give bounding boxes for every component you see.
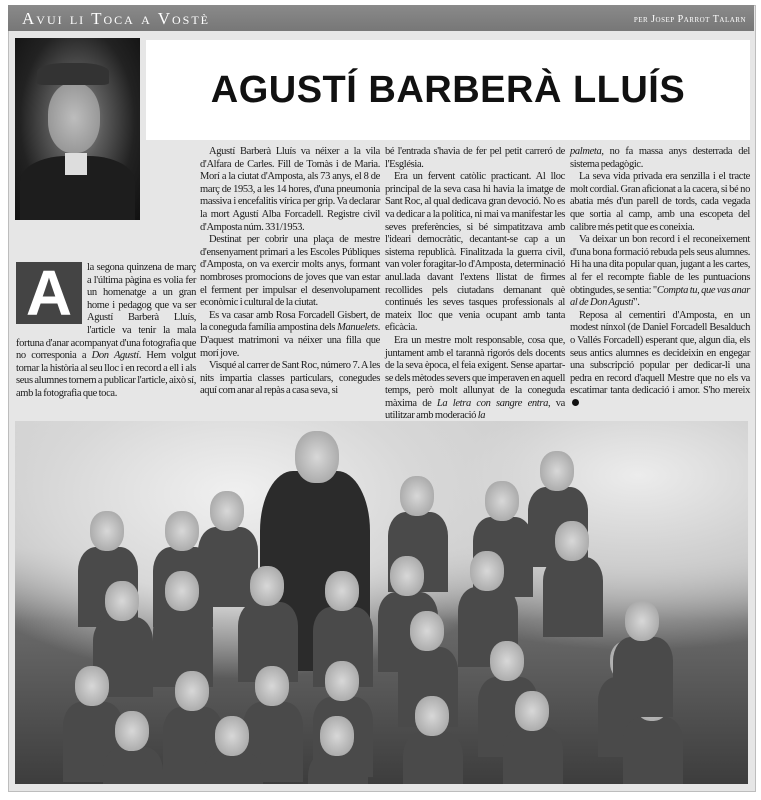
teacher-head <box>295 431 339 483</box>
text-segment: Visqué al carrer de Sant Roc, número 7. A les nits impartia classes particulars, conegudes aquí com anar al repàs a casa seva, si <box>200 360 380 397</box>
text-segment: . D'aquest matrimoni va néixer una filla que morí jove. <box>200 322 380 359</box>
drop-cap: A <box>16 262 82 324</box>
student-figure <box>485 481 519 521</box>
text-segment: Va deixar un bon record i el reconeixement d'una bona formació rebuda pels seus alumnes. Hi ha una dita popular quan, jugant a les cartes, al fer el recompte fiable de les puntuacions obtingudes, se sentia: " <box>570 234 750 296</box>
intro-paragraph: la segona quinzena de març a l'última pàgina es volia fer un homenatge a un gran home i pedagog que va ser Agustí Barberà Lluís, l'article va tenir la mala fortuna d'anar acompanyat d'una fotografia que no corresponia a Don Agustí. Hem volgut tornar la història al seu lloc i en record a ell i als seus alumnes tornem a publicar l'article, això sí, amb la fotografia que toca. <box>16 262 196 399</box>
text-segment: Reposa al cementiri d'Amposta, en un modest nínxol (de Daniel Forcadell Besalduch o Vallés Forcadell) esperant que, algun dia, els seus antics alumnes es decideixin en engegar una subscripció popular per dedicar-li una pedra en record d'aquell Mestre que no els va escatimar tanta dedicació i amor. S'ho mereix <box>570 309 750 397</box>
student-figure <box>215 716 249 756</box>
end-mark-icon <box>572 399 579 406</box>
student-figure <box>90 511 124 551</box>
italic-text: Compta tu, que vas anar al de Don Agustí <box>570 284 750 309</box>
student-figure <box>115 711 149 751</box>
article-paragraph <box>385 335 565 423</box>
student-figure <box>540 451 574 491</box>
intro-column <box>16 257 196 401</box>
article-paragraph <box>570 171 750 234</box>
text-segment: Destinat per cobrir una plaça de mestre d'ensenyament primari a les Escoles Públiques d'Amposta, on va exercir molts anys, formant nombroses promocions de joves que van estar el ferment per impulsar el desenvolupament econòmic i cultural de la ciutat. <box>200 234 380 309</box>
text-segment: La seva vida privada era senzilla i el tracte molt cordial. Gran aficionat a la cacera, si bé no abatia més d'un parell de tords, cada vegada que sortia al camp, amb una escopeta del calibre més petit que es coneixia. <box>570 171 750 233</box>
student-figure <box>320 716 354 756</box>
student-figure <box>255 666 289 706</box>
article-title: AGUSTÍ BARBERÀ LLUÍS <box>210 68 686 111</box>
text-segment: ". <box>633 297 640 309</box>
student-figure <box>165 571 199 611</box>
student-figure <box>210 491 244 531</box>
student-figure <box>400 476 434 516</box>
student-body <box>308 752 368 784</box>
article-paragraph <box>385 171 565 335</box>
italic-text: La letra con sangre entra <box>436 397 548 409</box>
text-segment: Es va casar amb Rosa Forcadell Gisbert, de la coneguda família ampostina dels <box>200 309 380 334</box>
student-body <box>503 727 563 784</box>
student-body <box>203 752 263 784</box>
article-paragraph <box>200 360 380 398</box>
student-figure <box>75 666 109 706</box>
student-body <box>623 717 683 784</box>
student-figure <box>625 601 659 641</box>
text-segment: , va utilitzar amb moderació <box>385 397 565 422</box>
portrait-photo <box>15 38 140 220</box>
student-figure <box>165 511 199 551</box>
article-paragraph <box>200 234 380 310</box>
text-segment: Era un fervent catòlic practicant. Al lloc principal de la seva casa hi havia la imatge de Sant Roc, al qual dedicava gran devoció. No es va dedicar a la política, ni mai va manifestar les seves preferències, si bé simpatitzava amb l'ideari democràtic, decantant-se cap a un sistema republicà. Finalitzada la guerra civil, van voler foragitar-lo d'Amposta, determinació anul.lada davant l'extens llistat de firmes recollides pels ciutadans demanant què continués les seves tasques professionals al mateix lloc que venia ocupant amb tanta eficàcia. <box>385 171 565 334</box>
article-column-3 <box>570 146 750 410</box>
article-paragraph <box>200 310 380 360</box>
student-figure <box>415 696 449 736</box>
text-segment: Agustí Barberà Lluís va néixer a la vila d'Alfara de Carles. Fill de Tomàs i de Maria. Morí a la ciutat d'Amposta, als 73 anys, el 8 de març de 1953, a les 14 hores, d'una pneumonia massiva i encefalitis vírica per grip. Va declarar la mort Agustí Alba Forcadell. Registre civil d'Amposta núm. 331/1953. <box>200 146 380 233</box>
text-segment: bé l'entrada s'havia de fer pel petit carreró de l'Església. <box>385 146 565 170</box>
article-paragraph <box>385 146 565 171</box>
student-figure <box>250 566 284 606</box>
student-body <box>103 747 163 784</box>
byline: per Josep Parrot Talarn <box>633 14 746 25</box>
text-segment: , no fa massa anys desterrada del sistema pedagògic. <box>570 146 750 170</box>
student-figure <box>515 691 549 731</box>
student-body <box>403 732 463 784</box>
student-figure <box>470 551 504 591</box>
student-figure <box>175 671 209 711</box>
article-column-2 <box>385 146 565 423</box>
article-column-1 <box>200 146 380 398</box>
class-group-photo <box>15 421 748 784</box>
student-body <box>613 637 673 717</box>
article-paragraph <box>570 310 750 411</box>
text-segment: Era un mestre molt responsable, cosa que, juntament amb el tarannà rigorós dels docents de la seva època, el feia exigent. Sense apartar-se dels mètodes severs que imperaven en aquell temps, però molt allunyat de la coneguda màxima de <box>385 334 566 409</box>
student-figure <box>390 556 424 596</box>
italic-text: Manuelets <box>337 322 378 334</box>
italic-text: la <box>477 410 486 422</box>
student-figure <box>490 641 524 681</box>
student-figure <box>325 661 359 701</box>
student-figure <box>410 611 444 651</box>
article-paragraph <box>570 234 750 310</box>
article-paragraph <box>570 146 750 171</box>
student-body <box>198 527 258 607</box>
student-figure <box>325 571 359 611</box>
title-banner <box>146 40 750 140</box>
student-body <box>543 557 603 637</box>
student-figure <box>105 581 139 621</box>
student-figure <box>555 521 589 561</box>
italic-text: palmeta <box>570 146 602 157</box>
section-header <box>8 5 754 31</box>
section-title: Avui li Toca a Vostè <box>22 9 210 28</box>
article-paragraph <box>200 146 380 234</box>
